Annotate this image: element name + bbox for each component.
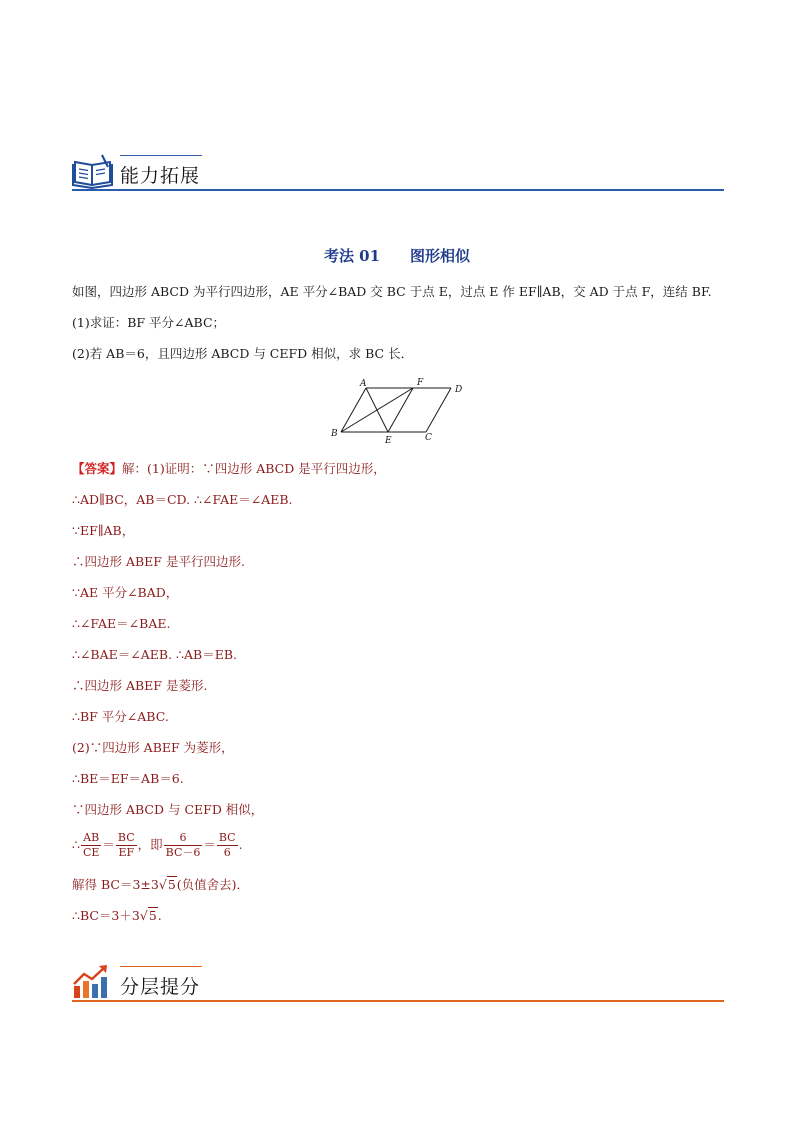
- answer-line-9: ∴BF 平分∠ABC.: [72, 709, 169, 724]
- segment-BF: [341, 388, 413, 432]
- label-C: C: [425, 433, 432, 443]
- label-A: A: [360, 379, 367, 389]
- answer-line-2: ∴AD∥BC，AB＝CD. ∴∠FAE＝∠AEB.: [72, 492, 293, 507]
- section-header-ability: [72, 153, 724, 193]
- answer-line-7: ∴∠BAE＝∠AEB. ∴AB＝EB.: [72, 647, 237, 662]
- problem-q1: (1)求证：BF 平分∠ABC；: [72, 315, 226, 330]
- eq-namely: ，即: [137, 837, 163, 852]
- label-E: E: [385, 436, 392, 446]
- answer-line-11: ∴BE＝EF＝AB＝6.: [72, 771, 184, 786]
- solution-line-2: [72, 908, 162, 924]
- segment-DC: [426, 388, 451, 432]
- eq-sign: ＝: [102, 837, 115, 852]
- fraction-ab-ce: [81, 831, 101, 860]
- ratio-equation: [72, 830, 243, 860]
- radicand: 5: [148, 908, 157, 923]
- answer-tag: 【答案】: [72, 461, 123, 476]
- sqrt-5: √5: [139, 908, 157, 923]
- fraction-bc-ef: [116, 831, 137, 860]
- label-D: D: [455, 385, 463, 395]
- method-title: 图形相似: [410, 247, 471, 265]
- section-header-levels: [72, 964, 724, 1004]
- frac-den: EF: [118, 846, 135, 859]
- segment-AB: [341, 388, 366, 432]
- section-rule: [72, 1000, 724, 1002]
- sol2-text: ∴BC＝3＋3: [72, 908, 140, 923]
- section-title: 能力拓展: [120, 165, 201, 187]
- eq-therefore: ∴: [72, 837, 80, 852]
- problem-q2: (2)若 AB＝6，且四边形 ABCD 与 CEFD 相似，求 BC 长．: [72, 346, 414, 361]
- bar-chart-growth-icon: [72, 964, 114, 1000]
- header-top-line: [120, 966, 202, 967]
- frac-num: 6: [164, 831, 203, 846]
- eq-end: .: [238, 837, 243, 852]
- answer-line-6: ∴∠FAE＝∠BAE.: [72, 616, 171, 631]
- sol1-text: 解得 BC＝3±3: [72, 877, 159, 892]
- answer-line-12: ∵四边形 ABCD 与 CEFD 相似，: [72, 802, 264, 817]
- label-B: B: [331, 429, 338, 439]
- method-heading: [0, 245, 794, 266]
- answer-line-1: [72, 461, 386, 477]
- label-F: F: [417, 378, 424, 388]
- segment-EF: [388, 388, 413, 432]
- open-book-icon: [72, 153, 114, 189]
- frac-num: BC: [117, 831, 135, 844]
- answer-line-8: ∴四边形 ABEF 是菱形.: [72, 678, 208, 693]
- fraction-bc-6: [217, 831, 238, 860]
- solution-line-1: [72, 877, 249, 893]
- section-rule: [72, 189, 724, 191]
- sol1-note: (负值舍去)．: [176, 877, 250, 892]
- header-top-line: [120, 155, 202, 156]
- frac-den: BC－6: [165, 846, 201, 859]
- method-label: 考法 01: [323, 247, 381, 265]
- parallelogram-figure: [325, 376, 475, 446]
- answer-line-10: (2)∵四边形 ABEF 为菱形，: [72, 740, 234, 755]
- answer-line-3: ∵EF∥AB，: [72, 523, 135, 538]
- section-title: 分层提分: [120, 976, 201, 998]
- frac-num: AB: [81, 831, 101, 846]
- answer-line-4: ∴四边形 ABEF 是平行四边形.: [72, 554, 245, 569]
- radicand: 5: [167, 877, 176, 892]
- fraction-6-bc-6: [164, 831, 203, 860]
- sol2-end: .: [157, 908, 162, 923]
- eq-sign: ＝: [203, 837, 216, 852]
- frac-num: BC: [218, 831, 236, 844]
- problem-stem: 如图，四边形 ABCD 为平行四边形，AE 平分∠BAD 交 BC 于点 E，过点 E 作 EF∥AB，交 AD 于点 F，连结 BF.: [72, 284, 712, 299]
- answer-text-1: 解：(1)证明：∵四边形 ABCD 是平行四边形，: [122, 461, 386, 476]
- sqrt-5: √5: [158, 877, 176, 892]
- answer-line-5: ∵AE 平分∠BAD，: [72, 585, 179, 600]
- frac-den: 6: [223, 846, 231, 859]
- frac-den: CE: [82, 846, 100, 859]
